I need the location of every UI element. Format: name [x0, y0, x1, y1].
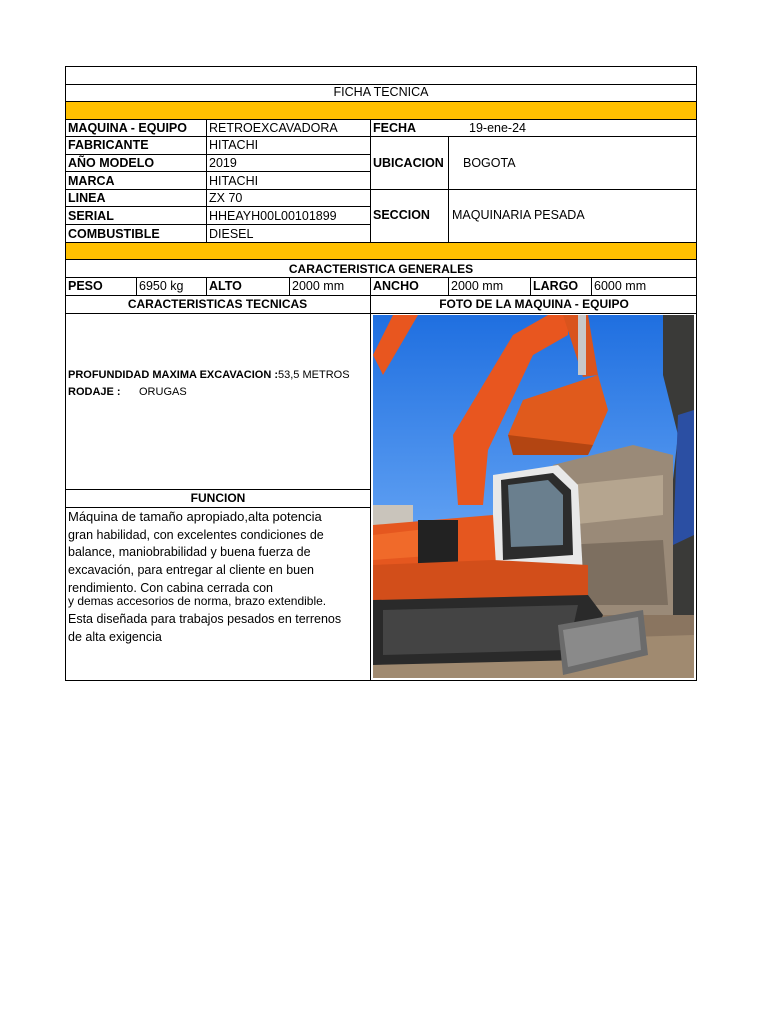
general-header: CARACTERISTICA GENERALES	[288, 262, 474, 276]
track-label: RODAJE :	[68, 386, 121, 398]
year-label: AÑO MODELO	[68, 156, 155, 170]
function-line: de alta exigencia	[68, 630, 162, 644]
manufacturer-value: HITACHI	[209, 138, 259, 152]
location-value: BOGOTA	[463, 156, 516, 170]
function-line: gran habilidad, con excelentes condiciones de	[68, 528, 324, 542]
photo-header: FOTO DE LA MAQUINA - EQUIPO	[439, 297, 629, 311]
length-value: 6000 mm	[594, 279, 647, 293]
function-line: excavación, para entregar al cliente en buen	[68, 563, 314, 577]
width-label: ANCHO	[373, 279, 419, 293]
date-value: 19-ene-24	[469, 121, 526, 135]
function-line: y demas accesorios de norma, brazo extendible.	[68, 594, 327, 608]
year-value: 2019	[209, 156, 237, 170]
machine-photo	[373, 315, 694, 678]
track-value: ORUGAS	[139, 386, 187, 398]
line-label: LINEA	[68, 191, 106, 205]
date-label: FECHA	[373, 121, 417, 135]
function-line: balance, maniobrabilidad y buena fuerza de	[68, 545, 311, 559]
depth-label	[68, 368, 350, 382]
height-value: 2000 mm	[292, 279, 345, 293]
technical-header: CARACTERISTICAS TECNICAS	[127, 297, 308, 311]
section-value: MAQUINARIA PESADA	[452, 208, 585, 222]
length-label: LARGO	[533, 279, 579, 293]
height-label: ALTO	[209, 279, 242, 293]
function-line: rendimiento. Con cabina cerrada con	[68, 581, 273, 595]
brand-value: HITACHI	[209, 174, 259, 188]
function-header: FUNCION	[190, 491, 246, 505]
fuel-value: DIESEL	[209, 227, 254, 241]
machine-value: RETROEXCAVADORA	[209, 121, 338, 135]
weight-label: PESO	[68, 279, 103, 293]
function-line: Esta diseñada para trabajos pesados en terrenos	[68, 612, 342, 626]
orange-band-middle	[66, 242, 696, 259]
sheet-title: FICHA TECNICA	[333, 85, 429, 99]
depth-label-text: PROFUNDIDAD MAXIMA EXCAVACION :	[68, 369, 279, 381]
brand-label: MARCA	[68, 174, 115, 188]
location-label: UBICACION	[373, 156, 444, 170]
machine-label: MAQUINA - EQUIPO	[68, 121, 187, 135]
width-value: 2000 mm	[451, 279, 504, 293]
orange-band-top	[66, 102, 696, 119]
manufacturer-label: FABRICANTE	[68, 138, 149, 152]
excavator-illustration	[373, 315, 694, 678]
fuel-label: COMBUSTIBLE	[68, 227, 160, 241]
serial-label: SERIAL	[68, 209, 114, 223]
serial-value: HHEAYH00L00101899	[209, 209, 337, 223]
line-value: ZX 70	[209, 191, 243, 205]
section-label: SECCION	[373, 208, 430, 222]
depth-value: 53,5 METROS	[278, 369, 350, 381]
weight-value: 6950 kg	[139, 279, 184, 293]
function-line: Máquina de tamaño apropiado,alta potencia	[68, 509, 322, 524]
